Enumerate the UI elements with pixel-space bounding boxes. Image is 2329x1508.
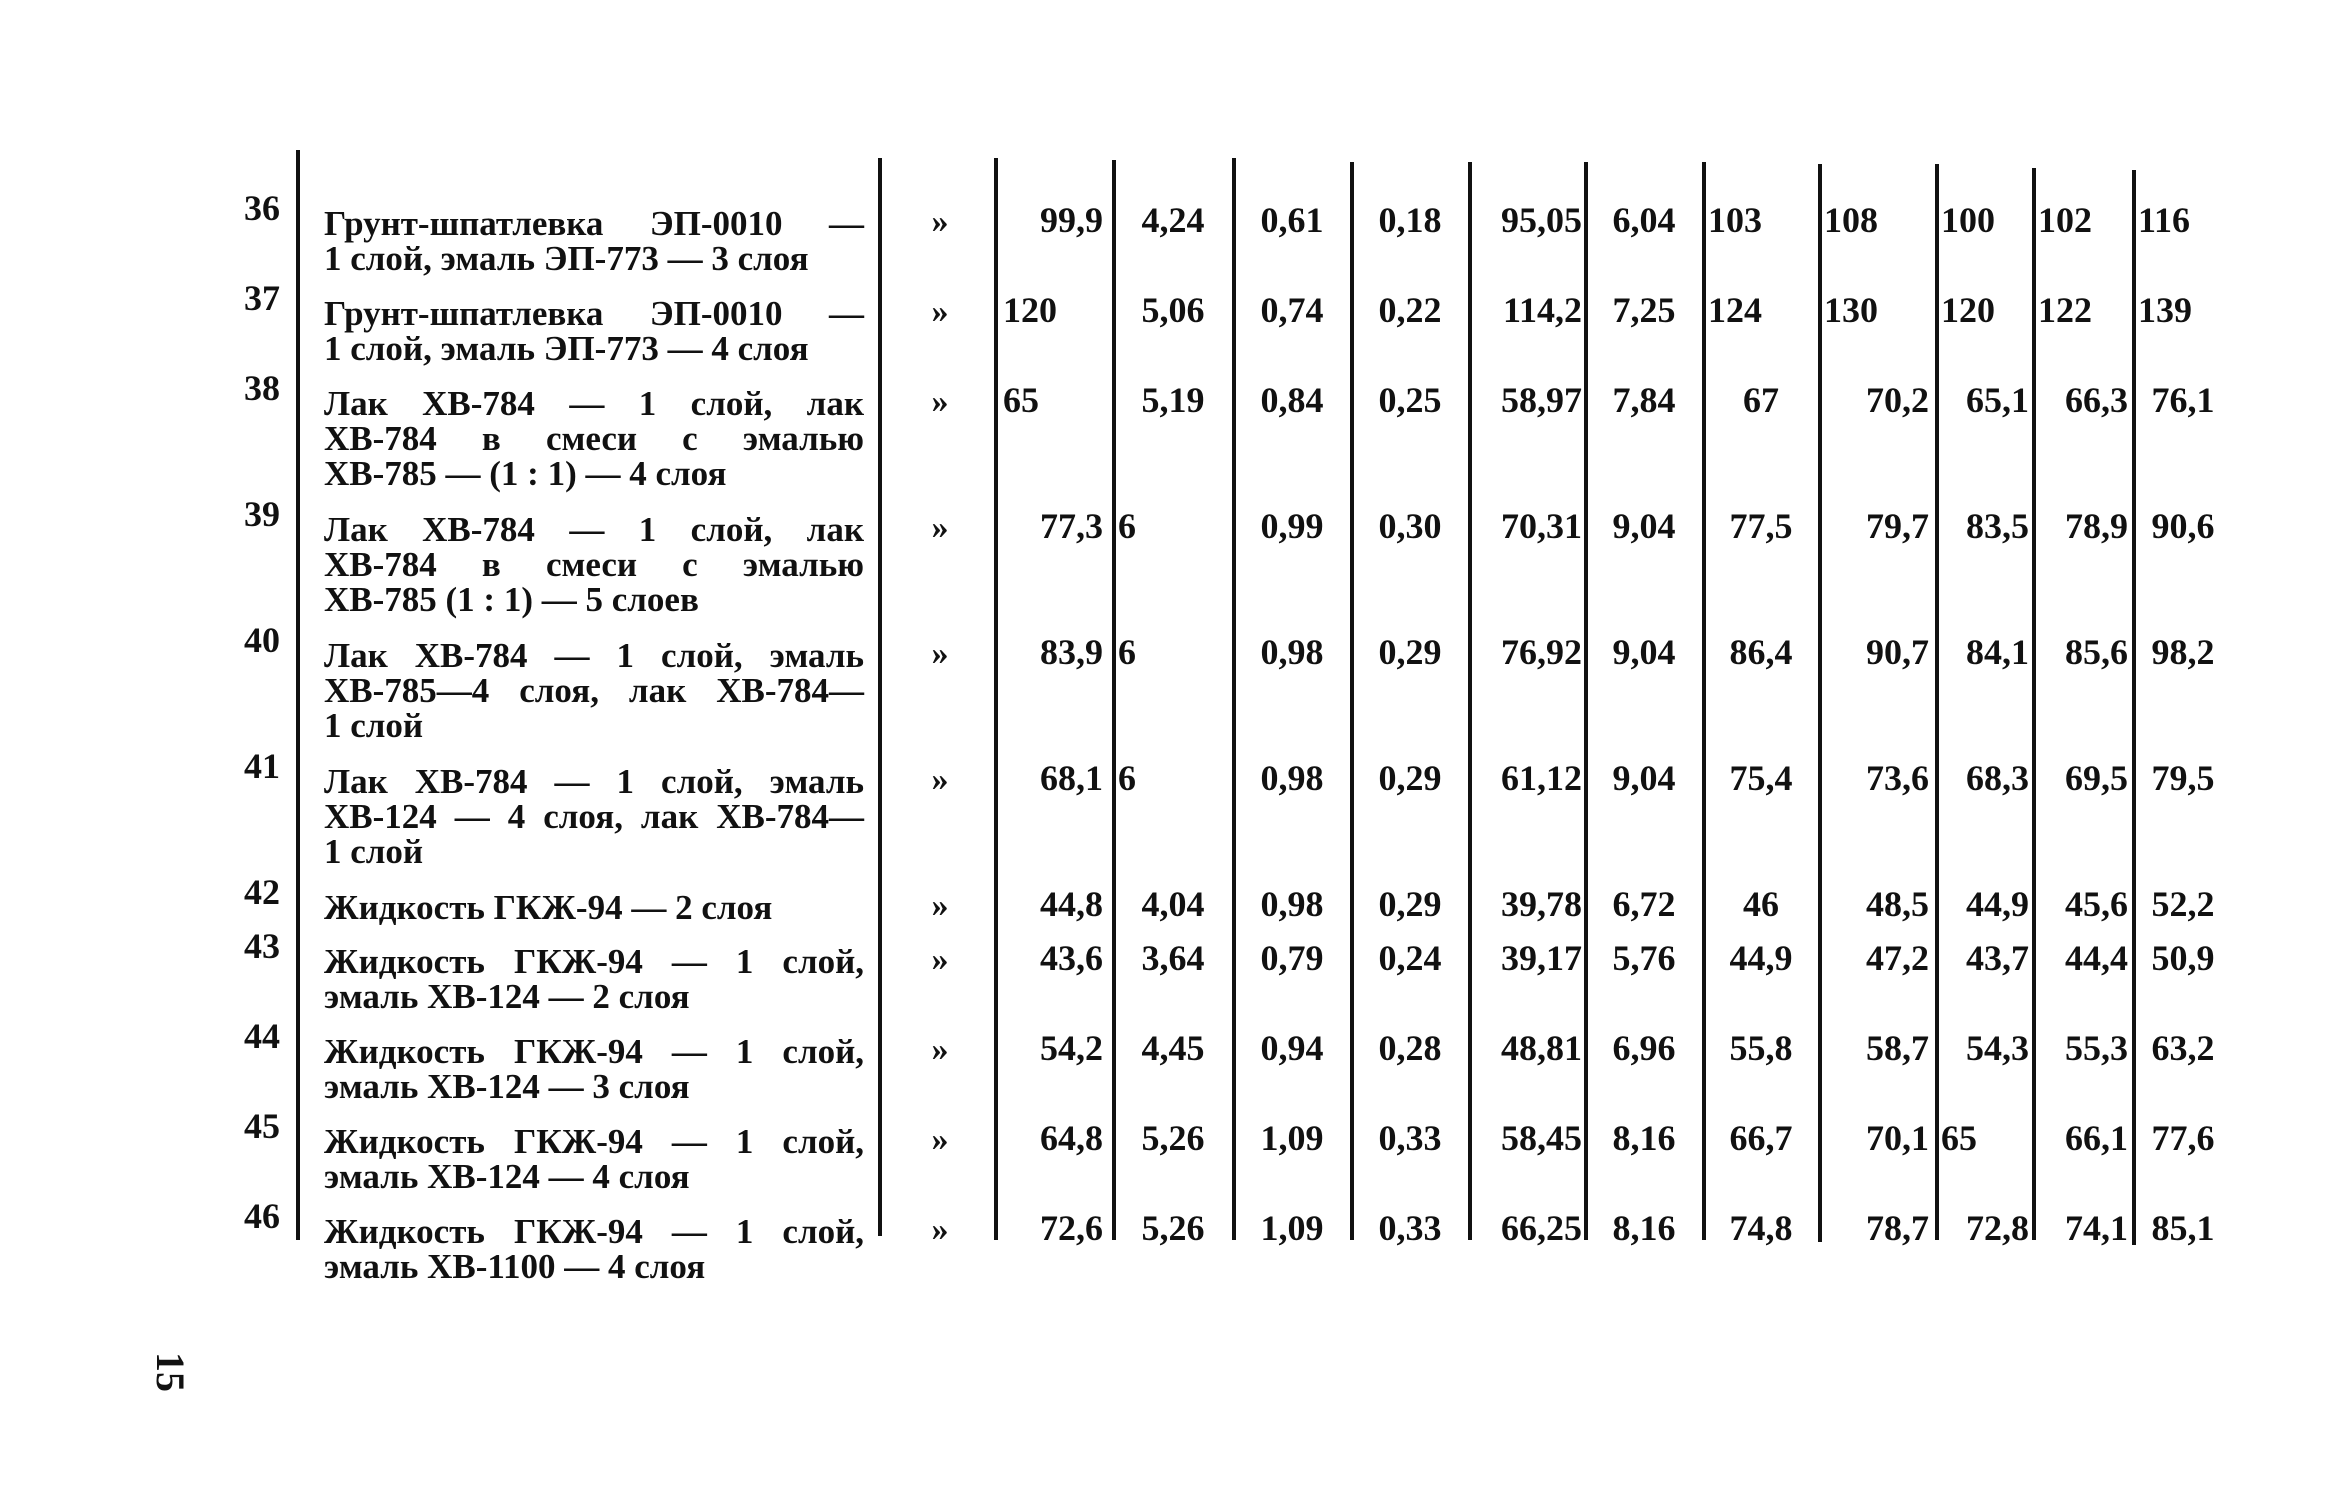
description-line: Грунт-шпатлевка ЭП-0010 —: [324, 204, 864, 243]
unit-ditto-mark: »: [931, 1211, 949, 1248]
value-cell: 0,22: [1378, 290, 1442, 330]
description-line: ХВ-785—4 слоя, лак ХВ-784—: [324, 671, 864, 710]
description-line: ХВ-124 — 4 слоя, лак ХВ-784—: [324, 797, 864, 836]
value-cell: 7,25: [1612, 290, 1676, 330]
value-cell: 8,16: [1612, 1208, 1676, 1248]
value-cell: 90,7: [1866, 632, 1929, 672]
value-cell: 9,04: [1612, 758, 1676, 798]
value-cell: 85,1: [2151, 1208, 2215, 1248]
value-cell: 58,7: [1866, 1028, 1929, 1068]
page-number: 15: [148, 1352, 193, 1392]
description-line: Лак ХВ-784 — 1 слой, эмаль: [324, 636, 864, 675]
value-cell: 98,2: [2151, 632, 2215, 672]
row-description: [324, 1214, 864, 1284]
value-cell: 66,3: [2065, 380, 2128, 420]
value-cell: 5,76: [1612, 938, 1676, 978]
value-cell: 9,04: [1612, 632, 1676, 672]
value-cell: 83,5: [1966, 506, 2029, 546]
value-cell: 5,19: [1141, 380, 1205, 420]
value-cell: 78,7: [1866, 1208, 1929, 1248]
value-cell: 75,4: [1729, 758, 1793, 798]
value-cell: 5,26: [1141, 1208, 1205, 1248]
value-cell: 79,5: [2151, 758, 2215, 798]
description-line: ХВ-785 (1 : 1) — 5 слоев: [324, 580, 699, 619]
description-line: ХВ-785 — (1 : 1) — 4 слоя: [324, 454, 727, 493]
value-cell: 70,31: [1501, 506, 1582, 546]
description-line: Жидкость ГКЖ-94 — 1 слой,: [324, 942, 864, 981]
value-cell: 6: [1118, 632, 1136, 672]
row-description: [324, 1034, 864, 1104]
value-cell: 4,04: [1141, 884, 1205, 924]
value-cell: 69,5: [2065, 758, 2128, 798]
description-line: ХВ-784 в смеси с эмалью: [324, 545, 864, 584]
value-cell: 61,12: [1501, 758, 1582, 798]
description-line: Лак ХВ-784 — 1 слой, лак: [324, 510, 864, 549]
value-cell: 0,30: [1378, 506, 1442, 546]
description-line: эмаль ХВ-124 — 3 слоя: [324, 1067, 690, 1106]
table-row: [0, 746, 2329, 871]
value-cell: 0,25: [1378, 380, 1442, 420]
value-cell: 0,98: [1260, 632, 1324, 672]
table-row: [0, 872, 2329, 927]
value-cell: 48,5: [1866, 884, 1929, 924]
value-cell: 0,33: [1378, 1208, 1442, 1248]
value-cell: 50,9: [2151, 938, 2215, 978]
value-cell: 6: [1118, 758, 1136, 798]
value-cell: 1,09: [1260, 1118, 1324, 1158]
value-cell: 43,6: [1040, 938, 1103, 978]
description-line: Жидкость ГКЖ-94 — 2 слоя: [324, 888, 773, 927]
value-cell: 72,6: [1040, 1208, 1103, 1248]
value-cell: 139: [2138, 290, 2192, 330]
row-number: 46: [244, 1196, 280, 1236]
description-line: эмаль ХВ-124 — 4 слоя: [324, 1157, 690, 1196]
row-number: 41: [244, 746, 280, 786]
value-cell: 66,1: [2065, 1118, 2128, 1158]
description-line: Лак ХВ-784 — 1 слой, эмаль: [324, 762, 864, 801]
row-number: 43: [244, 926, 280, 966]
value-cell: 103: [1708, 200, 1762, 240]
value-cell: 70,1: [1866, 1118, 1929, 1158]
unit-ditto-mark: »: [931, 1121, 949, 1158]
value-cell: 8,16: [1612, 1118, 1676, 1158]
value-cell: 66,7: [1729, 1118, 1793, 1158]
value-cell: 58,97: [1501, 380, 1582, 420]
row-description: [324, 944, 864, 1014]
value-cell: 84,1: [1966, 632, 2029, 672]
value-cell: 5,26: [1141, 1118, 1205, 1158]
value-cell: 52,2: [2151, 884, 2215, 924]
value-cell: 77,6: [2151, 1118, 2215, 1158]
row-description: [324, 764, 864, 869]
value-cell: 43,7: [1966, 938, 2029, 978]
row-description: [324, 1124, 864, 1194]
unit-ditto-mark: »: [931, 203, 949, 240]
unit-ditto-mark: »: [931, 383, 949, 420]
value-cell: 65,1: [1966, 380, 2029, 420]
row-number: 42: [244, 872, 280, 912]
description-line: Жидкость ГКЖ-94 — 1 слой,: [324, 1212, 864, 1251]
value-cell: 116: [2138, 200, 2191, 240]
row-number: 38: [244, 368, 280, 408]
value-cell: 0,98: [1260, 758, 1324, 798]
value-cell: 0,24: [1378, 938, 1442, 978]
value-cell: 77,3: [1040, 506, 1103, 546]
value-cell: 90,6: [2151, 506, 2215, 546]
row-description: [324, 206, 864, 276]
value-cell: 68,1: [1040, 758, 1103, 798]
unit-ditto-mark: »: [931, 887, 949, 924]
value-cell: 44,9: [1966, 884, 2029, 924]
value-cell: 45,6: [2065, 884, 2128, 924]
value-cell: 5,06: [1141, 290, 1205, 330]
value-cell: 66,25: [1501, 1208, 1582, 1248]
unit-ditto-mark: »: [931, 635, 949, 672]
description-line: Лак ХВ-784 — 1 слой, лак: [324, 384, 864, 423]
value-cell: 44,9: [1729, 938, 1793, 978]
value-cell: 3,64: [1141, 938, 1205, 978]
value-cell: 4,45: [1141, 1028, 1205, 1068]
unit-ditto-mark: »: [931, 1031, 949, 1068]
value-cell: 6,96: [1612, 1028, 1676, 1068]
value-cell: 95,05: [1501, 200, 1582, 240]
value-cell: 102: [2038, 200, 2092, 240]
value-cell: 55,3: [2065, 1028, 2128, 1068]
table-row: [0, 188, 2329, 278]
value-cell: 122: [2038, 290, 2092, 330]
value-cell: 99,9: [1040, 200, 1103, 240]
value-cell: 85,6: [2065, 632, 2128, 672]
value-cell: 0,94: [1260, 1028, 1324, 1068]
row-number: 45: [244, 1106, 280, 1146]
row-number: 40: [244, 620, 280, 660]
value-cell: 0,33: [1378, 1118, 1442, 1158]
value-cell: 44,8: [1040, 884, 1103, 924]
value-cell: 44,4: [2065, 938, 2128, 978]
description-line: Грунт-шпатлевка ЭП-0010 —: [324, 294, 864, 333]
value-cell: 0,29: [1378, 884, 1442, 924]
row-description: [324, 386, 864, 491]
value-cell: 73,6: [1866, 758, 1929, 798]
unit-ditto-mark: »: [931, 941, 949, 978]
table-row: [0, 278, 2329, 368]
value-cell: 6,72: [1612, 884, 1676, 924]
value-cell: 100: [1941, 200, 1995, 240]
value-cell: 58,45: [1501, 1118, 1582, 1158]
description-line: ХВ-784 в смеси с эмалью: [324, 419, 864, 458]
value-cell: 0,84: [1260, 380, 1324, 420]
value-cell: 67: [1743, 380, 1779, 420]
value-cell: 65: [1003, 380, 1039, 420]
value-cell: 0,99: [1260, 506, 1324, 546]
description-line: Жидкость ГКЖ-94 — 1 слой,: [324, 1122, 864, 1161]
row-number: 44: [244, 1016, 280, 1056]
value-cell: 46: [1743, 884, 1779, 924]
description-line: 1 слой, эмаль ЭП-773 — 3 слоя: [324, 239, 809, 278]
table-row: [0, 368, 2329, 493]
row-description: [324, 890, 864, 925]
value-cell: 0,28: [1378, 1028, 1442, 1068]
value-cell: 74,1: [2065, 1208, 2128, 1248]
value-cell: 0,61: [1260, 200, 1324, 240]
value-cell: 6,04: [1612, 200, 1676, 240]
row-description: [324, 638, 864, 743]
value-cell: 1,09: [1260, 1208, 1324, 1248]
value-cell: 7,84: [1612, 380, 1676, 420]
value-cell: 78,9: [2065, 506, 2128, 546]
value-cell: 0,29: [1378, 758, 1442, 798]
value-cell: 124: [1708, 290, 1762, 330]
value-cell: 63,2: [2151, 1028, 2215, 1068]
table-row: [0, 494, 2329, 619]
row-number: 37: [244, 278, 280, 318]
value-cell: 114,2: [1502, 290, 1582, 330]
value-cell: 39,17: [1501, 938, 1582, 978]
table-row: [0, 1016, 2329, 1106]
row-description: [324, 296, 864, 366]
description-line: 1 слой, эмаль ЭП-773 — 4 слоя: [324, 329, 809, 368]
value-cell: 9,04: [1612, 506, 1676, 546]
value-cell: 48,81: [1501, 1028, 1582, 1068]
table-row: [0, 620, 2329, 745]
value-cell: 70,2: [1866, 380, 1929, 420]
description-line: Жидкость ГКЖ-94 — 1 слой,: [324, 1032, 864, 1071]
row-number: 39: [244, 494, 280, 534]
value-cell: 120: [1003, 290, 1057, 330]
unit-ditto-mark: »: [931, 509, 949, 546]
value-cell: 76,92: [1501, 632, 1582, 672]
value-cell: 68,3: [1966, 758, 2029, 798]
unit-ditto-mark: »: [931, 293, 949, 330]
unit-ditto-mark: »: [931, 761, 949, 798]
value-cell: 120: [1941, 290, 1995, 330]
value-cell: 0,74: [1260, 290, 1324, 330]
value-cell: 130: [1824, 290, 1878, 330]
value-cell: 83,9: [1040, 632, 1103, 672]
value-cell: 64,8: [1040, 1118, 1103, 1158]
row-description: [324, 512, 864, 617]
value-cell: 0,79: [1260, 938, 1324, 978]
value-cell: 72,8: [1966, 1208, 2029, 1248]
value-cell: 6: [1118, 506, 1136, 546]
table-row: [0, 1196, 2329, 1286]
description-line: 1 слой: [324, 832, 424, 871]
value-cell: 77,5: [1729, 506, 1793, 546]
value-cell: 0,98: [1260, 884, 1324, 924]
value-cell: 4,24: [1141, 200, 1205, 240]
row-number: 36: [244, 188, 280, 228]
description-line: эмаль ХВ-1100 — 4 слоя: [324, 1247, 706, 1286]
value-cell: 54,2: [1040, 1028, 1103, 1068]
description-line: эмаль ХВ-124 — 2 слоя: [324, 977, 690, 1016]
value-cell: 79,7: [1866, 506, 1929, 546]
value-cell: 65: [1941, 1118, 1977, 1158]
value-cell: 76,1: [2151, 380, 2215, 420]
value-cell: 39,78: [1501, 884, 1582, 924]
value-cell: 108: [1824, 200, 1878, 240]
value-cell: 0,18: [1378, 200, 1442, 240]
table-row: [0, 926, 2329, 1016]
table-row: [0, 1106, 2329, 1196]
value-cell: 47,2: [1866, 938, 1929, 978]
value-cell: 74,8: [1729, 1208, 1793, 1248]
description-line: 1 слой: [324, 706, 424, 745]
value-cell: 0,29: [1378, 632, 1442, 672]
value-cell: 54,3: [1966, 1028, 2029, 1068]
value-cell: 86,4: [1729, 632, 1793, 672]
value-cell: 55,8: [1729, 1028, 1793, 1068]
